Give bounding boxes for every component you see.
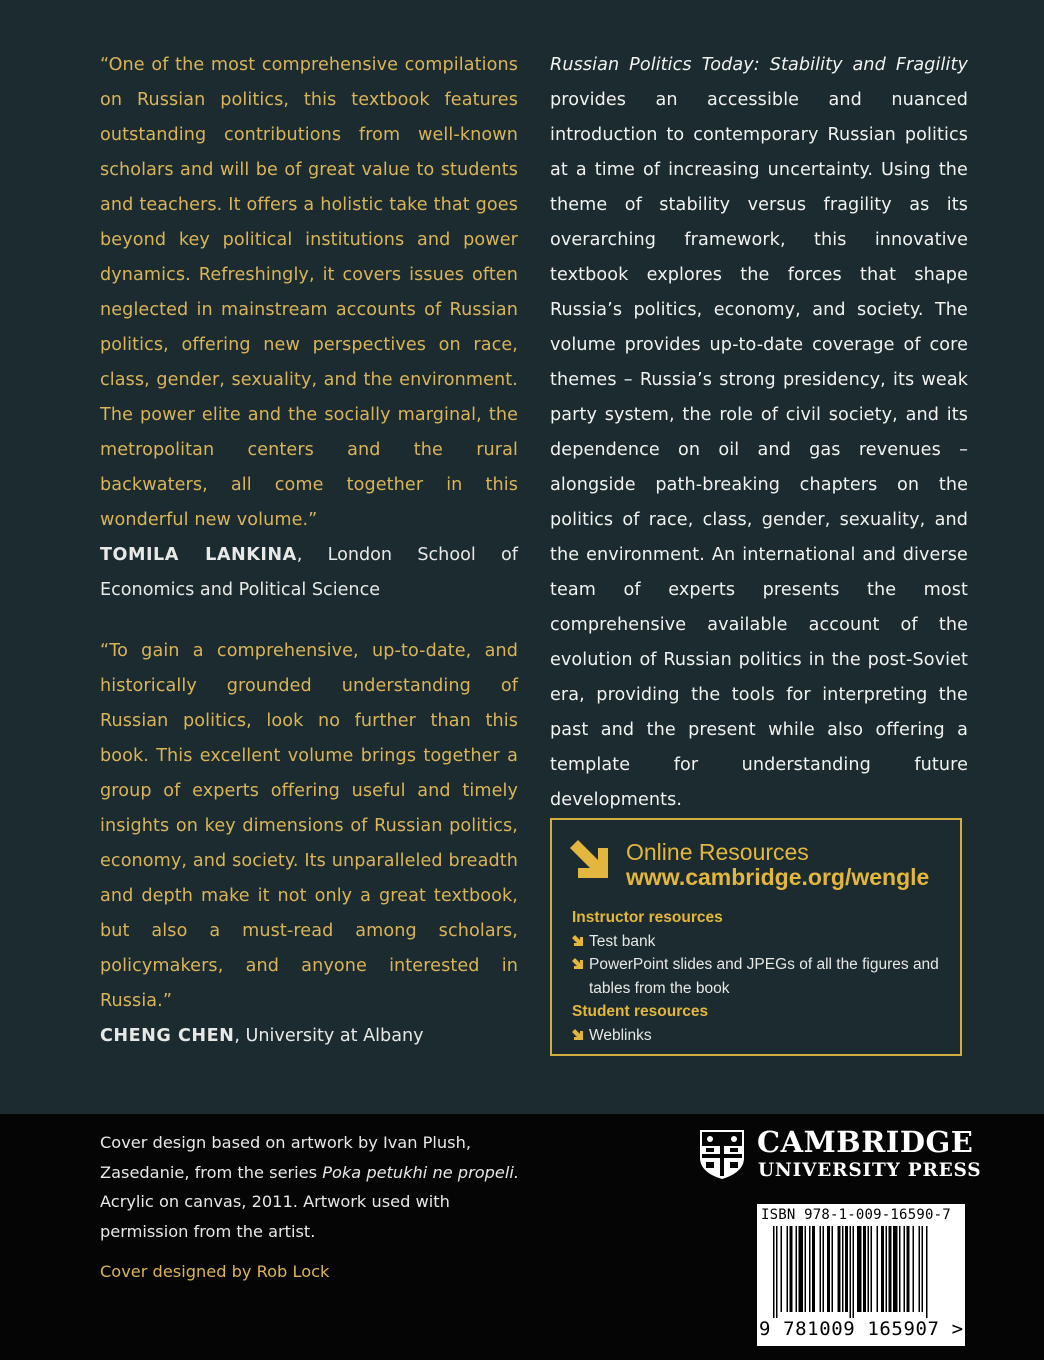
description-text: provides an accessible and nuanced introduction to contemporary Russian politics at a time of increasing uncertainty. Using the theme of stability versus fragility as its overarching framework, this innovative textbook explores the forces that shape Russia’s politics, economy, and society. The volume provides up-to-date coverage of core themes – Russia’s strong presidency, its weak party system, the role of civil society, and its dependence on oil and gas revenues – alongside path-breaking chapters on the politics of race, class, gender, sexuality, and the environment. An international and diverse team of experts presents the most comprehensive available account of the evolution of Russian politics in the post-Soviet era, providing the tools for interpreting the past and the present while also offering a template for understanding future developments. (550, 90, 968, 810)
barcode-bar (787, 1226, 789, 1312)
barcode-bar (863, 1226, 866, 1312)
barcode-bar (904, 1226, 906, 1312)
online-resources-box (550, 818, 962, 1056)
barcode-bar (926, 1226, 928, 1318)
book-description (550, 48, 968, 818)
instructor-resources-heading: Instructor resources (572, 909, 723, 926)
barcode-bar (838, 1226, 841, 1312)
barcode-bar (868, 1226, 870, 1312)
resource-item-weblinks: Weblinks (572, 1024, 952, 1048)
resource-item-test-bank: Test bank (572, 930, 952, 954)
barcode-bar (776, 1226, 778, 1318)
footer-band (0, 1114, 1044, 1360)
barcode-bar (796, 1226, 798, 1312)
resources-url-link[interactable]: www.cambridge.org/wengle (626, 864, 930, 890)
isbn-label: ISBN 978-1-009-16590-7 (761, 1207, 951, 1223)
isbn-barcode (757, 1204, 965, 1346)
endorser-name-2: CHENG CHEN (100, 1026, 235, 1046)
barcode-bar (877, 1226, 879, 1312)
arrow-down-right-icon (572, 935, 584, 947)
cambridge-shield-logo (698, 1128, 746, 1180)
barcode-bar (913, 1226, 915, 1312)
book-description-column (550, 48, 968, 818)
barcode-bar (805, 1226, 807, 1312)
endorsement-quote-2: “To gain a comprehensive, up-to-date, and historically grounded understanding of Russian politics, look no further than this book. This excellent volume brings together a group of experts offering useful and timely insights on key dimensions of Russian politics, economy, and society. Its unparalleled breadth and depth make it not only a great textbook, but also a must-read among scholars, policymakers, and anyone interested in Russia.” (100, 641, 518, 1011)
barcode-bar (832, 1226, 834, 1312)
endorsement-attribution-2 (100, 1019, 518, 1054)
barcode-bar (845, 1226, 848, 1312)
barcode-bar (853, 1226, 855, 1318)
barcode-bar (781, 1226, 783, 1312)
barcode-bar (812, 1226, 815, 1312)
barcode-bar (809, 1226, 811, 1312)
endorser-affiliation-1: , London School of Economics and Political Science (100, 545, 518, 600)
barcode-bar (871, 1226, 873, 1312)
barcode-bar (857, 1226, 862, 1312)
barcode-bars (757, 1226, 965, 1318)
publisher-name: CAMBRIDGE (757, 1125, 974, 1159)
resources-list (572, 906, 952, 1047)
cover-credit: Cover design based on artwork by Ivan Plush, Zasedanie, from the series Poka petukhi ne propeli. Acrylic on canvas, 2011. Artwork used with permission from the artist. (100, 1133, 520, 1241)
barcode-bar (799, 1226, 804, 1312)
student-resources-heading: Student resources (572, 1003, 709, 1020)
endorsement-quote-1: “One of the most comprehensive compilations on Russian politics, this textbook features outstanding contributions from well-known scholars and will be of great value to students and teachers. It offers a holistic take that goes beyond key political institutions and power dynamics. Refreshingly, it covers issues often neglected in mainstream accounts of Russian politics, offering new perspectives on race, class, gender, sexuality, and the environment. The power elite and the socially marginal, the metropolitan centers and the rural backwaters, all come together in this wonderful new volume.” (100, 55, 518, 530)
barcode-bar (889, 1226, 892, 1312)
barcode-bar (893, 1226, 898, 1312)
arrow-down-right-icon (572, 958, 584, 970)
resources-title: Online Resources (626, 839, 809, 865)
barcode-bar (820, 1226, 822, 1312)
barcode-bar (823, 1226, 825, 1312)
barcode-bar (886, 1226, 888, 1312)
barcode-bar (881, 1226, 884, 1312)
endorser-affiliation-2: , University at Albany (234, 1026, 424, 1046)
resource-item-slides: PowerPoint slides and JPEGs of all the figures and tables from the book (572, 953, 952, 1000)
barcode-bar (773, 1226, 775, 1318)
arrow-down-right-icon (568, 838, 612, 882)
barcode-bar (919, 1226, 921, 1312)
book-title: Russian Politics Today: Stability and Fragility (550, 55, 968, 75)
barcode-bar (922, 1226, 924, 1312)
barcode-bar (842, 1226, 844, 1312)
barcode-bar (827, 1226, 830, 1312)
cover-designer: Cover designed by Rob Lock (100, 1262, 330, 1281)
isbn-digits: 9 781009 165907 > (759, 1318, 964, 1340)
endorsement-attribution-1 (100, 538, 518, 608)
barcode-bar (899, 1226, 901, 1312)
barcode-bar (790, 1226, 793, 1312)
endorser-name-1: TOMILA LANKINA (100, 545, 297, 565)
artwork-series: Poka petukhi ne propeli. (322, 1162, 520, 1182)
barcode-bar (907, 1226, 910, 1312)
endorsements-column (100, 48, 518, 1054)
barcode-bar (850, 1226, 852, 1318)
publisher-subname: UNIVERSITY PRESS (758, 1160, 982, 1181)
arrow-down-right-icon (572, 1029, 584, 1041)
